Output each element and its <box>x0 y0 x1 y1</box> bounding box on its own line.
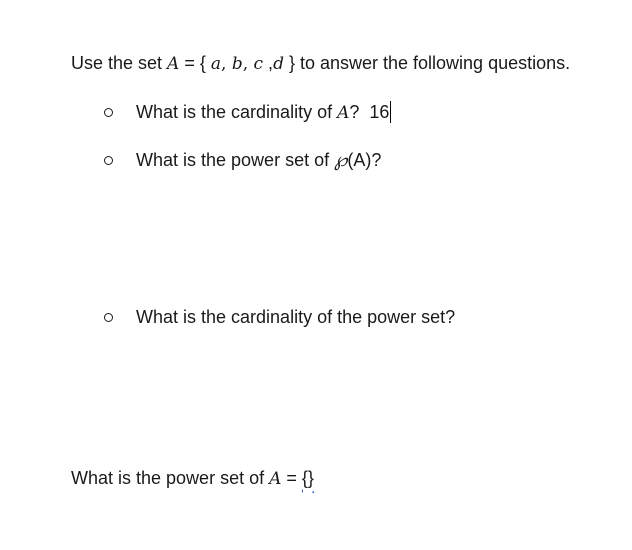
power-set-icon: ℘ <box>334 149 348 171</box>
empty-set-braces[interactable]: {} <box>301 468 314 488</box>
question-1-text: What is the cardinality of <box>136 102 338 122</box>
question-2-text: What is the power set of <box>136 150 335 170</box>
text-cursor <box>390 101 391 123</box>
set-name-a: A <box>269 469 282 489</box>
bullet-icon <box>104 108 113 117</box>
bullet-icon <box>104 156 113 165</box>
element-d: d <box>273 54 284 74</box>
intro-line <box>71 52 570 75</box>
intro-text-before: Use the set <box>71 53 168 73</box>
question-1-mark: ? <box>349 102 360 122</box>
intro-close-brace: } <box>283 53 295 73</box>
question-1 <box>136 101 391 124</box>
final-equals: = <box>281 468 302 488</box>
separator: , <box>221 54 232 74</box>
element-a: a <box>210 54 221 74</box>
final-line <box>71 467 314 490</box>
set-name-a: A <box>167 54 180 74</box>
bullet-icon <box>104 313 113 322</box>
question-1-answer[interactable]: 16 <box>369 102 390 122</box>
element-b: b <box>231 54 243 74</box>
question-3 <box>136 306 455 328</box>
question-3-text: What is the cardinality of the power set? <box>136 307 456 327</box>
intro-text-after: to answer the following questions. <box>294 53 571 73</box>
final-text: What is the power set of <box>71 468 270 488</box>
separator: , <box>242 54 254 74</box>
set-name-a: A <box>337 103 350 123</box>
separator: , <box>263 53 274 73</box>
question-2 <box>136 149 381 171</box>
element-c: c <box>253 54 264 74</box>
intro-equals-open: = { <box>179 53 211 73</box>
question-2-arg: (A)? <box>347 150 382 170</box>
